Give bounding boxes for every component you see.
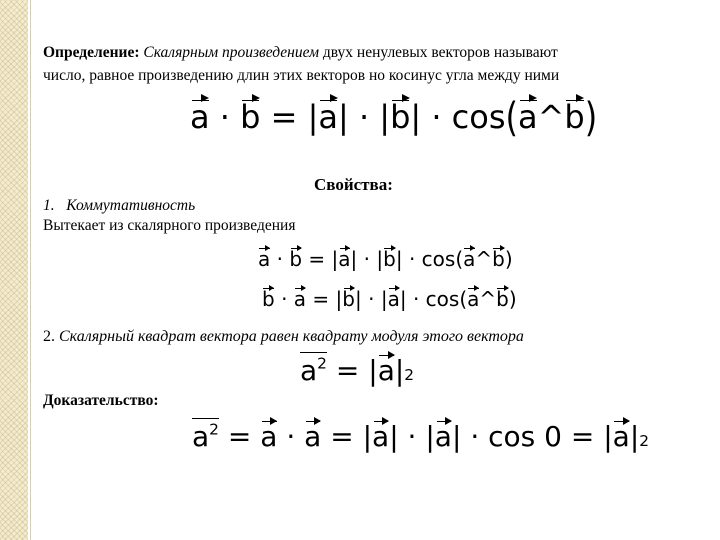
abs-bar: | <box>399 287 407 311</box>
vector-a: a <box>518 98 538 136</box>
dot-operator: · <box>412 287 420 311</box>
vector-b: b <box>342 287 355 311</box>
dot-operator: · <box>219 98 230 136</box>
vector-b: b <box>240 98 261 136</box>
right-paren: ) <box>504 247 513 271</box>
abs-bar: | <box>389 420 399 453</box>
equals-sign: = <box>330 420 354 453</box>
abs-bar: | <box>395 247 403 271</box>
abs-bar: | <box>307 98 319 136</box>
angle-caret: ^ <box>537 98 565 136</box>
dot-operator: · <box>286 420 296 453</box>
right-paren: ) <box>584 93 598 141</box>
angle-caret: ^ <box>479 287 497 311</box>
vector-a: a <box>260 420 278 453</box>
left-paren: ( <box>505 93 518 141</box>
vector-b: b <box>564 98 585 136</box>
dot-product-formula <box>190 93 598 141</box>
vector-a: a <box>377 354 395 387</box>
exponent: 2 <box>404 366 415 384</box>
vector-a-squared: $a^2$ <box>192 420 219 453</box>
exponent: 2 <box>639 432 650 450</box>
equals-sign: = <box>335 354 360 387</box>
property-1-title <box>43 196 195 216</box>
abs-bar: | <box>354 287 362 311</box>
left-paren: ( <box>459 287 468 311</box>
abs-bar: | <box>331 247 339 271</box>
dot-operator: · <box>276 247 283 271</box>
dot-operator: · <box>408 247 416 271</box>
dot-operator: · <box>368 287 375 311</box>
cos-zero: cos 0 <box>488 420 562 453</box>
property-1-name: Коммутативность <box>66 197 196 214</box>
abs-bar: | <box>394 354 405 387</box>
dot-operator: · <box>431 98 442 136</box>
proof-formula <box>192 418 649 453</box>
abs-bar: | <box>629 420 640 453</box>
property-2-number: 2. <box>43 328 55 345</box>
property-1-number: 1. <box>43 197 55 214</box>
abs-bar: | <box>603 420 613 453</box>
equals-sign: = <box>308 247 326 271</box>
cos-function: cos <box>421 247 456 271</box>
abs-bar: | <box>376 247 384 271</box>
vector-a-squared: $a^2$ <box>300 354 327 387</box>
dot-operator: · <box>358 98 370 136</box>
vector-a: a <box>612 420 630 453</box>
vector-b: b <box>289 247 303 271</box>
vector-a: a <box>293 287 307 311</box>
vector-a: a <box>318 98 338 136</box>
proof-label: Доказательство: <box>43 392 159 409</box>
right-paren: ) <box>508 287 517 311</box>
equals-sign: = <box>270 98 298 136</box>
cos-function: cos <box>425 287 460 311</box>
vector-a: a <box>338 247 351 271</box>
vector-a: a <box>190 98 210 136</box>
dot-operator: · <box>407 420 417 453</box>
vector-a: a <box>372 420 390 453</box>
vector-b: b <box>390 98 411 136</box>
definition-label: Определение: <box>43 44 140 61</box>
equals-sign: = <box>570 420 595 453</box>
commutativity-formula-2 <box>262 287 517 311</box>
decorative-side-pattern <box>0 0 28 540</box>
property-1-note: Вытекает из скалярного произведения <box>43 217 296 234</box>
abs-bar: | <box>337 98 349 136</box>
vector-a: a <box>467 287 480 311</box>
abs-bar: | <box>362 420 373 453</box>
abs-bar: | <box>410 98 422 136</box>
abs-bar: | <box>350 247 358 271</box>
abs-bar: | <box>335 287 343 311</box>
property-2-text: Скалярный квадрат вектора равен квадрату модуля этого вектора <box>59 328 524 345</box>
vector-b: b <box>262 287 275 311</box>
definition-term: Скалярным произведением <box>143 44 319 61</box>
angle-caret: ^ <box>475 247 493 271</box>
vector-a: a <box>387 287 400 311</box>
dot-operator: · <box>470 420 480 453</box>
vector-b: b <box>496 287 509 311</box>
vector-a: a <box>304 420 322 453</box>
scalar-square-formula <box>300 352 414 387</box>
definition-line-1 <box>43 43 558 63</box>
vector-a: a <box>434 420 452 453</box>
abs-bar: | <box>451 420 462 453</box>
vector-a: a <box>463 247 476 271</box>
abs-bar: | <box>379 98 391 136</box>
dot-operator: · <box>281 287 288 311</box>
vector-b: b <box>492 247 505 271</box>
property-2 <box>43 327 524 347</box>
equals-sign: = <box>227 420 252 453</box>
equals-sign: = <box>312 287 330 311</box>
abs-bar: | <box>380 287 388 311</box>
definition-text-1: двух ненулевых векторов называют <box>322 44 558 61</box>
vector-a: a <box>258 247 271 271</box>
left-paren: ( <box>455 247 464 271</box>
vector-b: b <box>383 247 396 271</box>
properties-heading: Свойства: <box>314 175 393 194</box>
abs-bar: | <box>368 354 378 387</box>
dot-operator: · <box>363 247 371 271</box>
decorative-side-line <box>30 0 31 540</box>
cos-function: cos <box>451 98 506 136</box>
commutativity-formula-1 <box>258 247 513 271</box>
definition-line-2: число, равное произведению длин этих векторов но косинус угла между ними <box>43 67 560 84</box>
abs-bar: | <box>425 420 435 453</box>
